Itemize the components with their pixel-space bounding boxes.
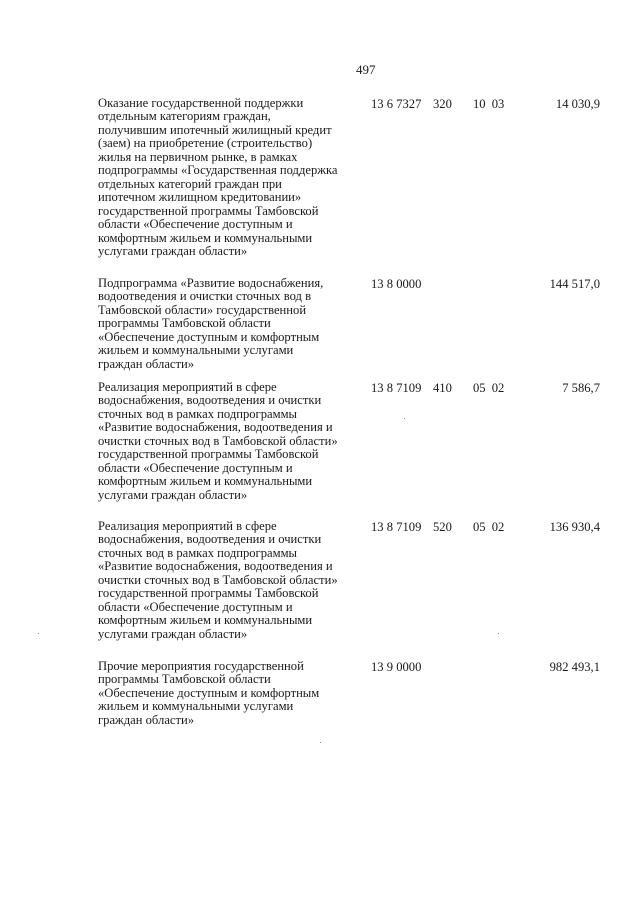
description-line: области «Обеспечение доступным и (98, 460, 293, 475)
section-code: 05 02 (473, 381, 505, 395)
amount: 136 930,4 (549, 520, 600, 534)
target-code: 13 6 7327 (371, 97, 422, 111)
description-line: «Развитие водоснабжения, водоотведения и (98, 420, 333, 435)
description-line: жилья на первичном рынке, в рамках (98, 149, 298, 164)
expense-type: 520 (433, 520, 452, 534)
description-line: государственной программы Тамбовской (98, 203, 319, 218)
description-line: услугами граждан области» (98, 243, 248, 258)
description-line: (заем) на приобретение (строительство) (98, 136, 313, 151)
expense-type: 410 (433, 381, 452, 395)
description-line: программы Тамбовской области (98, 672, 271, 687)
description-line: подпрограммы «Государственная поддержка (98, 163, 338, 178)
description-line: очистки сточных вод в Тамбовской области» (98, 572, 338, 587)
description-line: государственной программы Тамбовской (98, 586, 319, 601)
target-code: 13 8 0000 (371, 277, 422, 291)
description-line: Прочие мероприятия государственной (98, 659, 304, 673)
row-description (98, 520, 373, 641)
description-line: комфортным жильем и коммунальными (98, 230, 313, 245)
description-line: услугами граждан области» (98, 487, 248, 502)
amount: 982 493,1 (549, 660, 600, 674)
description-line: «Развитие водоснабжения, водоотведения и (98, 559, 333, 574)
description-line: ипотечном жилищном кредитовании» (98, 190, 302, 205)
section-code: 05 02 (473, 520, 505, 534)
description-line: комфортным жильем и коммунальными (98, 474, 313, 489)
target-code: 13 9 0000 (371, 660, 422, 674)
description-line: жильем и коммунальными услугами (98, 343, 294, 358)
row-description (98, 660, 373, 727)
description-line: области «Обеспечение доступным и (98, 217, 293, 232)
description-line: Реализация мероприятий в сфере (98, 519, 277, 533)
description-line: граждан области» (98, 712, 195, 727)
description-line: области «Обеспечение доступным и (98, 599, 293, 614)
description-line: услугами граждан области» (98, 626, 248, 641)
description-line: комфортным жильем и коммунальными (98, 613, 313, 628)
description-line: сточных вод в рамках подпрограммы (98, 406, 298, 421)
row-description (98, 97, 373, 258)
amount: 14 030,9 (555, 97, 600, 111)
description-line: водоснабжения, водоотведения и очистки (98, 393, 322, 408)
section-code: 10 03 (473, 97, 505, 111)
page-number: 497 (356, 62, 376, 77)
description-line: Подпрограмма «Развитие водоснабжения, (98, 276, 324, 290)
description-line: государственной программы Тамбовской (98, 447, 319, 462)
target-code: 13 8 7109 (371, 520, 422, 534)
description-line: отдельных категорий граждан при (98, 176, 282, 191)
description-line: жильем и коммунальными услугами (98, 699, 294, 714)
description-line: Тамбовской области» государственной (98, 302, 307, 317)
description-line: водоснабжения, водоотведения и очистки (98, 532, 322, 547)
description-line: «Обеспечение доступным и комфортным (98, 329, 320, 344)
amount: 7 586,7 (562, 381, 600, 395)
description-line: Реализация мероприятий в сфере (98, 380, 277, 394)
description-line: сточных вод в рамках подпрограммы (98, 545, 298, 560)
target-code: 13 8 7109 (371, 381, 422, 395)
description-line: получившим ипотечный жилищный кредит (98, 122, 332, 137)
description-line: водоотведения и очистки сточных вод в (98, 289, 312, 304)
description-line: «Обеспечение доступным и комфортным (98, 685, 320, 700)
description-line: очистки сточных вод в Тамбовской области» (98, 433, 338, 448)
description-line: отдельным категориям граждан, (98, 109, 271, 124)
description-line: Оказание государственной поддержки (98, 96, 304, 110)
row-description (98, 277, 373, 371)
description-line: граждан области» (98, 356, 195, 371)
row-description (98, 381, 373, 502)
amount: 144 517,0 (549, 277, 600, 291)
expense-type: 320 (433, 97, 452, 111)
description-line: программы Тамбовской области (98, 316, 271, 331)
